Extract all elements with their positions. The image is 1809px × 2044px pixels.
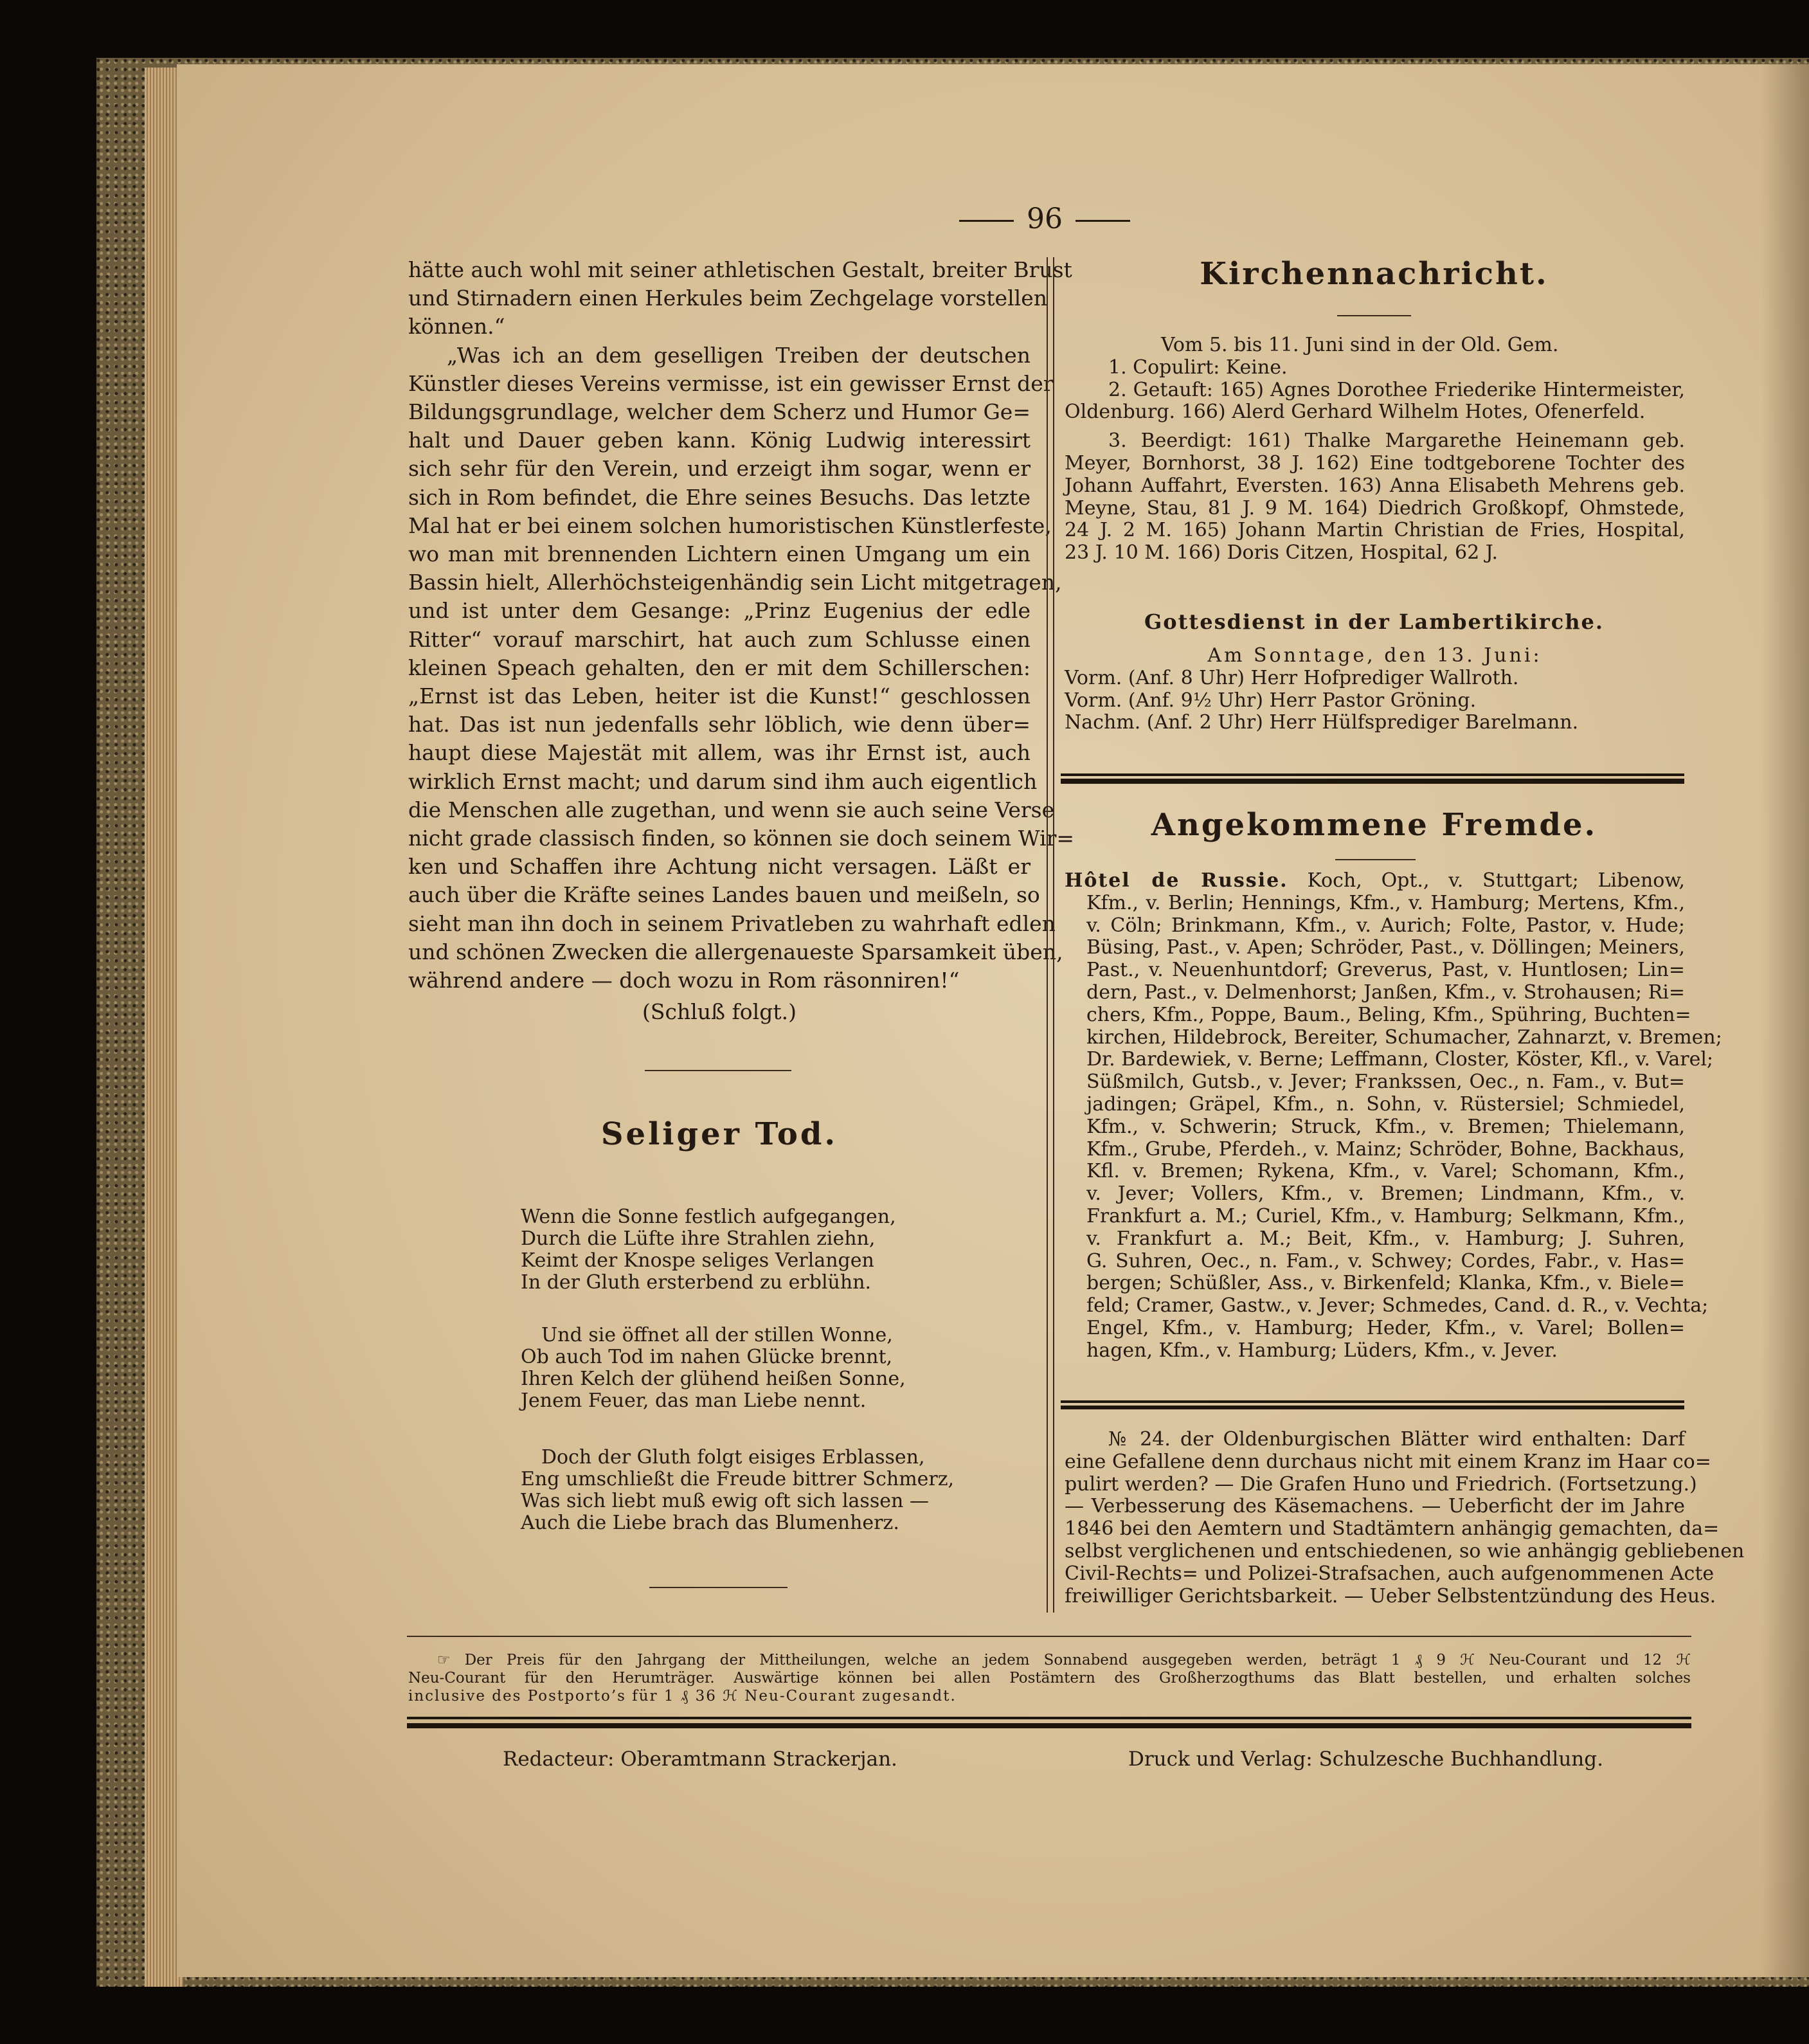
blaetter-line: selbst verglichenen und entschiedenen, so wie anhängig gebliebenen bbox=[1065, 1539, 1745, 1562]
blaetter-line: Civil-Rechts= und Polizei-Strafsachen, auch aufgenommenen Acte bbox=[1065, 1562, 1715, 1585]
beerdigt-line: Meyne, Stau, 81 J. 9 M. 164) Diedrich Großkopf, Ohmstede, bbox=[1065, 496, 1685, 520]
section-divider bbox=[645, 1070, 791, 1071]
fremde-line: v. Jever; Vollers, Kfm., v. Bremen; Lindmann, Kfm., v. bbox=[1086, 1182, 1685, 1206]
fremde-line: kirchen, Hildebrock, Bereiter, Schumacher, Zahnarzt, v. Bremen; bbox=[1086, 1026, 1722, 1049]
price-notice-line: inclusive des Postporto’s für 1 ₰ 36 ℋ Neu-Courant zugesandt. bbox=[408, 1688, 957, 1705]
poem-line: Jenem Feuer, das man Liebe nennt. bbox=[521, 1389, 867, 1412]
fremde-line bbox=[1065, 870, 1685, 892]
heading-rule bbox=[1335, 859, 1416, 860]
article-line: Bassin hielt, Allerhöchsteigenhändig sein Licht mitgetragen, bbox=[408, 570, 1062, 595]
article-line: nicht grade classisch finden, so können sie doch seinem Wir= bbox=[408, 826, 1075, 851]
getauft-line: 2. Getauft: 165) Agnes Dorothee Friederike Hintermeister, bbox=[1108, 378, 1685, 401]
blaetter-line: № 24. der Oldenburgischen Blätter wird enthalten: Darf bbox=[1108, 1428, 1685, 1451]
fremde-line: Frankfurt a. M.; Curiel, Kfm., v. Hamburg; Selkmann, Kfm., bbox=[1086, 1204, 1685, 1227]
section-double-rule bbox=[1061, 1400, 1684, 1403]
poem-stanza bbox=[521, 1206, 896, 1294]
beerdigt-line: Johann Auffahrt, Eversten. 163) Anna Elisabeth Mehrens geb. bbox=[1065, 474, 1685, 497]
blaetter-line: pulirt werden? — Die Grafen Huno und Friedrich. (Fortsetzung.) bbox=[1065, 1472, 1697, 1496]
article-line: während andere — doch wozu in Rom räsonniren!“ bbox=[408, 968, 960, 993]
article-line: Mal hat er bei einem solchen humoristischen Künstlerfeste, bbox=[408, 512, 1052, 538]
article-line: kleinen Speach gehalten, den er mit dem Schillerschen: bbox=[408, 655, 1030, 680]
footer-rule bbox=[407, 1636, 1691, 1637]
poem-line: Und sie öffnet all der stillen Wonne, bbox=[541, 1324, 893, 1346]
article-line: wirklich Ernst macht; und darum sind ihm auch eigentlich bbox=[408, 768, 1038, 794]
imprint-rule bbox=[407, 1717, 1691, 1719]
fremde-line: hagen, Kfm., v. Hamburg; Lüders, Kfm., v. Jever. bbox=[1086, 1339, 1558, 1362]
section-divider bbox=[649, 1587, 788, 1588]
article-line: Ritter“ vorauf marschirt, hat auch zum Schlusse einen bbox=[408, 626, 1030, 652]
article-line: hat. Das ist nun jedenfalls sehr löblich, wie denn über= bbox=[408, 712, 1030, 737]
article-line: ken und Schaffen ihre Achtung nicht versagen. Läßt er bbox=[408, 854, 1030, 880]
fremde-line: Kfm., Grube, Pferdeh., v. Mainz; Schröder, Bohne, Backhaus, bbox=[1086, 1137, 1685, 1161]
kirchen-intro: Vom 5. bis 11. Juni sind in der Old. Gem. bbox=[1161, 334, 1559, 356]
article-line: wo man mit brennenden Lichtern einen Umgang um ein bbox=[408, 541, 1030, 567]
fremde-line: Süßmilch, Gutsb., v. Jever; Frankssen, Oec., n. Fam., v. But= bbox=[1086, 1071, 1685, 1094]
fremde-line: Kfl. v. Bremen; Rykena, Kfm., v. Varel; Schomann, Kfm., bbox=[1086, 1160, 1685, 1183]
poem-line: In der Gluth ersterbend zu erblühn. bbox=[521, 1271, 872, 1294]
article-line: auch über die Kräfte seines Landes bauen und meißeln, so bbox=[408, 882, 1040, 908]
section-double-rule bbox=[1061, 1406, 1684, 1409]
getauft-line: Oldenburg. 166) Alerd Gerhard Wilhelm Hotes, Ofenerfeld. bbox=[1065, 401, 1646, 424]
publisher: Druck und Verlag: Schulzesche Buchhandlung. bbox=[1128, 1748, 1603, 1771]
article-line: und schönen Zwecken die allergenaueste Sparsamkeit üben, bbox=[408, 939, 1063, 964]
article-text bbox=[408, 256, 1075, 995]
poem-line: Was sich liebt muß ewig oft sich lassen — bbox=[521, 1490, 929, 1512]
fremde-line: feld; Cramer, Gastw., v. Jever; Schmedes, Cand. d. R., v. Vechta; bbox=[1086, 1294, 1709, 1317]
article-line: sich sehr für den Verein, und erzeigt ihm sogar, wenn er bbox=[408, 456, 1030, 482]
fremde-line: Kfm., v. Schwerin; Struck, Kfm., v. Bremen; Thielemann, bbox=[1086, 1115, 1685, 1138]
fremde-line: Büsing, Past., v. Apen; Schröder, Past., v. Döllingen; Meiners, bbox=[1086, 936, 1685, 959]
heading-rule bbox=[1337, 315, 1411, 316]
poem-line: Auch die Liebe brach das Blumenherz. bbox=[521, 1512, 899, 1534]
gottesdienst-heading: Gottesdienst in der Lambertikirche. bbox=[1144, 610, 1605, 634]
fremde-line: dern, Past., v. Delmenhorst; Janßen, Kfm., v. Strohausen; Ri= bbox=[1086, 981, 1685, 1004]
poem-line: Keimt der Knospe seliges Verlangen bbox=[521, 1249, 874, 1272]
poem-line: Ihren Kelch der glühend heißen Sonne, bbox=[521, 1368, 906, 1390]
fremde-line: G. Suhren, Oec., n. Fam., v. Schwey; Cordes, Fabr., v. Has= bbox=[1086, 1249, 1685, 1272]
fremde-entry: Koch, Opt., v. Stuttgart; Libenow, bbox=[1307, 869, 1685, 892]
kirchen-heading: Kirchennachricht. bbox=[1200, 256, 1549, 292]
continued-note: (Schluß folgt.) bbox=[642, 999, 797, 1024]
hotel-name: Hôtel de Russie. bbox=[1065, 869, 1288, 892]
article-line: haupt diese Majestät mit allem, was ihr Ernst ist, auch bbox=[408, 740, 1030, 766]
price-notice-line: ☞ Der Preis für den Jahrgang der Mittheilungen, welche an jedem Sonnabend ausgegeben werden, beträgt 1 ₰ 9 ℋ Neu-Courant und 12 ℋ bbox=[437, 1652, 1691, 1669]
fremde-line: bergen; Schüßler, Ass., v. Birkenfeld; Klanka, Kfm., v. Biele= bbox=[1086, 1272, 1685, 1295]
beerdigt-line: 23 J. 10 M. 166) Doris Citzen, Hospital, 62 J. bbox=[1065, 541, 1498, 565]
fremde-line: chers, Kfm., Poppe, Baum., Beling, Kfm., Spühring, Buchten= bbox=[1086, 1003, 1691, 1026]
beerdigt-line: Meyer, Bornhorst, 38 J. 162) Eine todtgeborene Tochter des bbox=[1065, 451, 1685, 475]
book-gutter-shadow bbox=[1761, 64, 1809, 1977]
poem-stanza bbox=[521, 1325, 906, 1412]
fremde-line: Kfm., v. Berlin; Hennings, Kfm., v. Hamburg; Mertens, Kfm., bbox=[1086, 891, 1685, 914]
article-line: Bildungsgrundlage, welcher dem Scherz und Humor Ge= bbox=[408, 399, 1030, 425]
imprint-rule bbox=[407, 1723, 1691, 1728]
poem-line: Durch die Lüfte ihre Strahlen ziehn, bbox=[521, 1227, 876, 1250]
article-line: und ist unter dem Gesange: „Prinz Eugenius der edle bbox=[408, 598, 1030, 624]
article-line: „Ernst ist das Leben, heiter ist die Kunst!“ geschlossen bbox=[408, 683, 1030, 709]
poem-stanza bbox=[521, 1447, 954, 1534]
fremde-line: jadingen; Gräpel, Kfm., n. Sohn, v. Rüstersiel; Schmiedel, bbox=[1086, 1092, 1685, 1116]
gottesdienst-section bbox=[1065, 645, 1685, 734]
section-double-rule bbox=[1061, 779, 1684, 784]
fremde-line: Past., v. Neuenhuntdorf; Greverus, Past, v. Huntlosen; Lin= bbox=[1086, 959, 1685, 982]
poem-line: Doch der Gluth folgt eisiges Erblassen, bbox=[541, 1446, 925, 1469]
article-line: und Stirnadern einen Herkules beim Zechgelage vorstellen bbox=[408, 285, 1047, 311]
beerdigt-line: 3. Beerdigt: 161) Thalke Margarethe Heinemann geb. bbox=[1108, 430, 1685, 453]
page-number: 96 bbox=[939, 203, 1151, 235]
kirchen-section bbox=[1065, 334, 1685, 565]
poem-line: Ob auch Tod im nahen Glücke brennt, bbox=[521, 1346, 893, 1368]
article-line: Künstler dieses Vereins vermisse, ist ein gewisser Ernst der bbox=[408, 370, 1054, 396]
article-line: „Was ich an dem geselligen Treiben der deutschen bbox=[447, 342, 1030, 368]
service-line: Vorm. (Anf. 9½ Uhr) Herr Pastor Gröning. bbox=[1065, 689, 1477, 712]
fremde-line: v. Cöln; Brinkmann, Kfm., v. Aurich; Folte, Pastor, v. Hude; bbox=[1086, 914, 1685, 937]
service-date: Am Sonntage, den 13. Juni: bbox=[1207, 644, 1542, 667]
poem-title: Seliger Tod. bbox=[600, 1116, 838, 1152]
fremde-line: v. Frankfurt a. M.; Beit, Kfm., v. Hamburg; J. Suhren, bbox=[1086, 1227, 1685, 1250]
blaetter-contents bbox=[1065, 1428, 1745, 1607]
price-notice-line: Neu-Courant für den Herumträger. Auswärtige können bei allen Postämtern des Großherzogthums das Blatt bestellen, und erhalten solches bbox=[408, 1670, 1691, 1687]
service-line: Nachm. (Anf. 2 Uhr) Herr Hülfsprediger Barelmann. bbox=[1065, 711, 1579, 734]
fremde-line: Engel, Kfm., v. Hamburg; Heder, Kfm., v. Varel; Bollen= bbox=[1086, 1316, 1685, 1339]
article-line: hätte auch wohl mit seiner athletischen Gestalt, breiter Brust bbox=[408, 257, 1072, 282]
poem-line: Wenn die Sonne festlich aufgegangen, bbox=[521, 1206, 896, 1228]
article-line: sieht man ihn doch in seinem Privatleben zu wahrhaft edlen bbox=[408, 910, 1056, 936]
section-double-rule bbox=[1061, 773, 1684, 776]
service-line: Vorm. (Anf. 8 Uhr) Herr Hofprediger Wallroth. bbox=[1065, 666, 1519, 689]
blaetter-line: eine Gefallene denn durchaus nicht mit einem Kranz im Haar co= bbox=[1065, 1450, 1711, 1473]
blaetter-line: — Verbesserung des Käsemachens. — Ueberficht der im Jahre bbox=[1065, 1495, 1685, 1518]
copulirt-line: 1. Copulirt: Keine. bbox=[1108, 356, 1288, 379]
column-rule bbox=[1053, 257, 1054, 1613]
fremde-line: Dr. Bardewiek, v. Berne; Leffmann, Closter, Köster, Kfl., v. Varel; bbox=[1086, 1048, 1714, 1071]
poem-line: Eng umschließt die Freude bittrer Schmerz, bbox=[521, 1468, 955, 1490]
article-line: die Menschen alle zugethan, und wenn sie auch seine Verse bbox=[408, 797, 1055, 822]
article-line: sich in Rom befindet, die Ehre seines Besuchs. Das letzte bbox=[408, 484, 1030, 510]
redacteur: Redacteur: Oberamtmann Strackerjan. bbox=[503, 1748, 897, 1771]
blaetter-line: 1846 bei den Aemtern und Stadtämtern anhängig gemachten, da= bbox=[1065, 1517, 1720, 1541]
article-line: können.“ bbox=[408, 314, 505, 339]
fremde-list bbox=[1065, 869, 1722, 1362]
beerdigt-line: 24 J. 2 M. 165) Johann Martin Christian de Fries, Hospital, bbox=[1065, 519, 1685, 542]
blaetter-line: freiwilliger Gerichtsbarkeit. — Ueber Selbstentzündung des Heus. bbox=[1065, 1584, 1716, 1607]
article-line: halt und Dauer geben kann. König Ludwig interessirt bbox=[408, 428, 1030, 453]
price-notice bbox=[408, 1651, 1691, 1705]
column-rule bbox=[1047, 257, 1048, 1613]
fremde-heading: Angekommene Fremde. bbox=[1151, 807, 1598, 843]
